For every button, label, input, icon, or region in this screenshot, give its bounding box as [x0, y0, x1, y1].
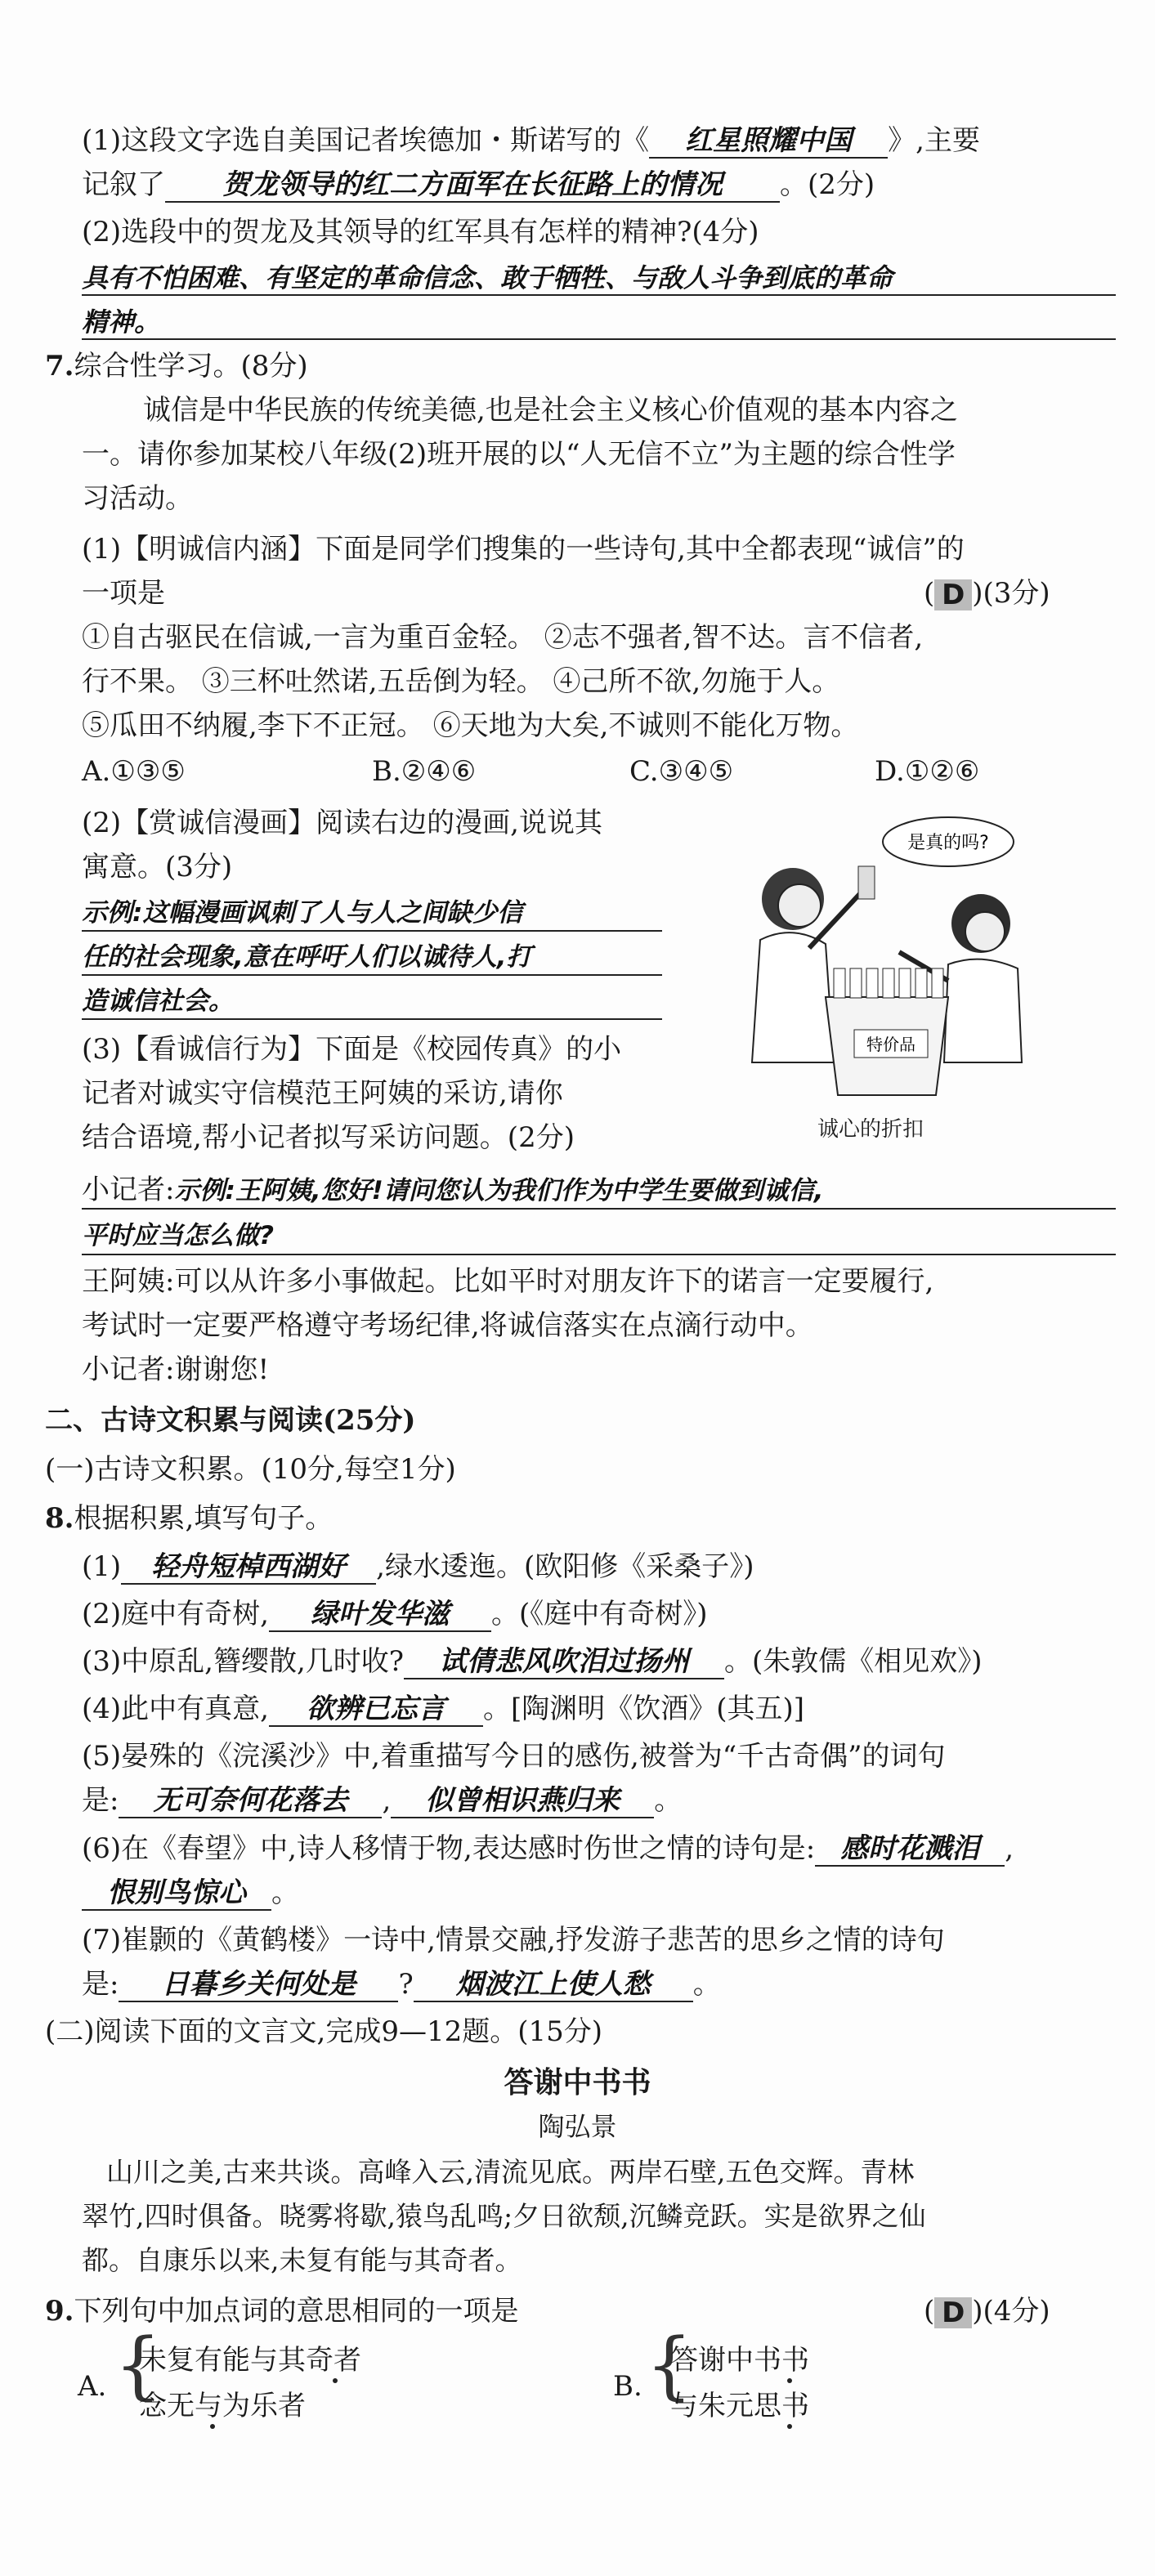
answer-content: 贺龙领导的红二方面军在长征路上的情况: [165, 168, 780, 203]
person-right-body: [944, 959, 1022, 1062]
passage-line2: 翠竹,四时俱备。晓雾将歇,猿鸟乱鸣;夕日欲颓,沉鳞竞跃。实是欲界之仙: [82, 2200, 926, 2232]
q9-answer: ( D )(4分): [924, 2295, 1050, 2329]
price-sign-text: 特价品: [866, 1035, 915, 1054]
q7-s3-line3: 结合语境,帮小记者拟写采访问题。(2分): [82, 1121, 575, 1154]
q7-s3-line1: (3)【看诚信行为】下面是《校园传真》的小: [82, 1033, 622, 1066]
q7-s3-answer-line2: 平时应当怎么做?: [82, 1221, 274, 1250]
answer-box: D: [934, 579, 972, 610]
q7-s3-answer-line1: 小记者:示例:王阿姨,您好!请问您认为我们作为中学生要做到诚信,: [82, 1174, 824, 1206]
bottle-icon: [858, 866, 875, 899]
q8-line7-question: (7)崔颢的《黄鹤楼》一诗中,情景交融,抒发游子悲苦的思乡之情的诗句: [82, 1924, 945, 1957]
passage-line1: 山川之美,古来共谈。高峰入云,清流见底。两岸石壁,五色交辉。青林: [106, 2156, 915, 2188]
choice-c: C.③④⑤: [629, 755, 734, 788]
q8-line6-answer: 恨别鸟惊心 。: [82, 1875, 299, 1911]
q8-line5-question: (5)晏殊的《浣溪沙》中,着重描写今日的感伤,被誉为“千古奇偶”的词句: [82, 1740, 946, 1773]
emphasis-dot: [787, 2378, 792, 2383]
subsection-title: (一)古诗文积累。(10分,每空1分): [45, 1453, 456, 1486]
emphasis-dot: [210, 2424, 215, 2429]
answer-rule: [82, 1018, 662, 1020]
person-left-body: [752, 932, 834, 1062]
q8-line4: (4)此中有真意, 欲辨已忘言 。[陶渊明《饮酒》(其五)]: [82, 1693, 805, 1725]
passage-author: 陶弘景: [538, 2111, 617, 2142]
q7-heading: 7.综合性学习。(8分): [45, 350, 308, 382]
brace-icon: {: [646, 2323, 693, 2408]
answer-rule: [82, 1254, 1116, 1255]
answer-rule: [82, 338, 1116, 340]
q7-s2-line2: 寓意。(3分): [82, 851, 233, 883]
q9-option-a-label: A.: [78, 2370, 107, 2403]
q8-line3: (3)中原乱,簪缨散,几时收? 试倩悲风吹泪过扬州 。(朱敦儒《相见欢》): [82, 1645, 983, 1678]
brace-icon: {: [114, 2323, 162, 2408]
answer-rule: [82, 930, 662, 932]
q7-s2-answer-line1: 示例:这幅漫画讽刺了人与人之间缺少信: [82, 898, 523, 928]
subsection-title: (二)阅读下面的文言文,完成9—12题。(15分): [45, 2015, 603, 2048]
answer-book-title: 红星照耀中国: [649, 124, 888, 159]
q8-line5-answer: 是: 无可奈何花落去 , 似曾相识燕归来 。: [82, 1784, 683, 1817]
choice-b: B.②④⑥: [372, 755, 477, 788]
q8-line7-answer: 是: 日暮乡关何处是 ? 烟波江上使人愁 。: [82, 1968, 721, 2001]
q9-option-b-line1: 答谢中书书: [670, 2344, 809, 2377]
interview-reply-line2: 考试时一定要严格遵守考场纪律,将诚信落实在点滴行动中。: [82, 1309, 813, 1342]
answer-rule: [82, 1208, 1116, 1210]
q6-answer-line2: 精神。: [82, 306, 161, 338]
q7-s3-line2: 记者对诚实守信模范王阿姨的采访,请你: [82, 1077, 563, 1110]
speech-bubble-text: 是真的吗?: [907, 833, 989, 853]
answer-rule: [82, 294, 1116, 296]
q8-line1: (1) 轻舟短棹西湖好 ,绿水逶迤。(欧阳修《采桑子》): [82, 1550, 754, 1583]
q7-s1-line1: (1)【明诚信内涵】下面是同学们搜集的一些诗句,其中全都表现“诚信”的: [82, 533, 965, 566]
q9-option-b-line2: 与朱元思书: [670, 2390, 809, 2422]
answer-rule: [82, 974, 662, 976]
comic-caption: 诚心的折扣: [817, 1117, 924, 1142]
q7-options-line1: ①自古驱民在信诚,一言为重百金轻。 ②志不强者,智不达。言不信者,: [82, 621, 924, 654]
q6-answer-line1: 具有不怕困难、有坚定的革命信念、敢于牺牲、与敌人斗争到底的革命: [82, 262, 893, 293]
interview-thanks: 小记者:谢谢您!: [82, 1353, 270, 1386]
comic-illustration: [703, 809, 1063, 1111]
q7-options-line3: ⑤瓜田不纳履,李下不正冠。 ⑥天地为大矣,不诚则不能化万物。: [82, 709, 859, 742]
answer-box: D: [934, 2297, 972, 2328]
q7-options-line2: 行不果。 ③三杯吐然诺,五岳倒为轻。 ④己所不欲,勿施于人。: [82, 665, 840, 698]
q8-heading: 8.根据积累,填写句子。: [45, 1502, 334, 1535]
q7-s2-line1: (2)【赏诚信漫画】阅读右边的漫画,说说其: [82, 807, 602, 839]
q8-line6-question: (6)在《春望》中,诗人移情于物,表达感时伤世之情的诗句是: 感时花溅泪 ,: [82, 1832, 1014, 1865]
interview-reply-line1: 王阿姨:可以从许多小事做起。比如平时对朋友许下的诺言一定要履行,: [82, 1265, 934, 1298]
q9-option-a-line1: 未复有能与其奇者: [139, 2344, 361, 2377]
emphasis-dot: [787, 2424, 792, 2429]
passage-line3: 都。自康乐以来,未复有能与其奇者。: [82, 2244, 522, 2276]
q7-s1-answer: ( D )(3分): [924, 577, 1050, 611]
section-title: 二、古诗文积累与阅读(25分): [45, 1404, 416, 1437]
q7-s1-line2: 一项是: [82, 577, 165, 610]
choice-a: A.①③⑤: [82, 755, 186, 788]
choice-d: D.①②⑥: [875, 755, 980, 788]
q7-intro-line3: 习活动。: [82, 482, 193, 515]
q9-heading: 9.下列句中加点词的意思相同的一项是: [45, 2295, 519, 2328]
passage-title: 答谢中书书: [504, 2065, 651, 2100]
q6-part1-line1: (1)这段文字选自美国记者埃德加・斯诺写的《 红星照耀中国 》,主要: [82, 124, 980, 157]
q9-option-a-line2: 念无与为乐者: [139, 2390, 306, 2422]
q7-s2-answer-line3: 造诚信社会。: [82, 986, 234, 1016]
q8-line2: (2)庭中有奇树, 绿叶发华滋 。(《庭中有奇树》): [82, 1598, 708, 1630]
q6-part1-line2: 记叙了 贺龙领导的红二方面军在长征路上的情况 。(2分): [82, 168, 875, 201]
q6-part2-question: (2)选段中的贺龙及其领导的红军具有怎样的精神?(4分): [82, 216, 759, 248]
q7-intro-line1: 诚信是中华民族的传统美德,也是社会主义核心价值观的基本内容之: [143, 394, 958, 427]
emphasis-dot: [333, 2378, 338, 2383]
q7-s2-answer-line2: 任的社会现象,意在呼吁人们以诚待人,打: [82, 942, 532, 972]
q7-intro-line2: 一。请你参加某校八年级(2)班开展的以“人无信不立”为主题的综合性学: [82, 438, 956, 471]
q9-option-b-label: B.: [613, 2370, 642, 2403]
